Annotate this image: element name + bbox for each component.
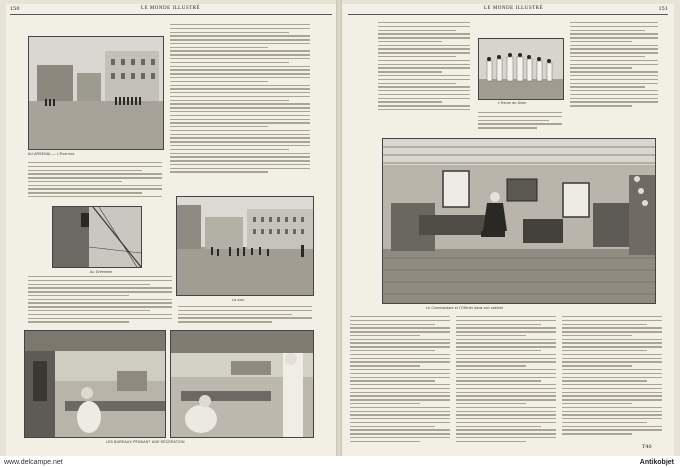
right-header-rule (348, 14, 668, 15)
right-page-marker: T40 (642, 444, 652, 450)
footer-bar (0, 456, 680, 468)
photo-rigging (52, 206, 142, 268)
text-column-left-1 (28, 162, 162, 200)
text-column-left-3 (28, 276, 172, 325)
caption-offices: LES BUREAUX PENDANT UNE RÉCRÉATION (106, 440, 185, 444)
text-column-right-1 (378, 22, 470, 113)
photo-kitchen-staff (478, 38, 564, 100)
caption-kitchen-staff: L'Heure du Diner (498, 101, 527, 105)
photo-courtyard-drill (28, 36, 164, 150)
text-column-right-4 (350, 316, 450, 445)
right-page-number: 151 (658, 6, 668, 12)
text-column-left-2 (170, 24, 310, 175)
watermark-antikobjet[interactable]: Antikobjet (639, 459, 674, 466)
left-page-number: 150 (10, 6, 20, 12)
caption-courtyard-drill: AU ARSENAL — L'Exercice (28, 152, 75, 156)
left-header-rule (10, 14, 332, 15)
text-column-right-5 (456, 316, 556, 445)
right-page (342, 4, 674, 456)
left-header-title: LE MONDE ILLUSTRÉ (141, 6, 201, 11)
caption-commander: Le Commandant et l'Officier dans son cabinet (426, 306, 504, 310)
photo-yard (176, 196, 314, 296)
text-column-left-4 (178, 306, 312, 325)
watermark-delcampe[interactable]: www.delcampe.net (4, 459, 63, 466)
photo-commander-cabin (382, 138, 656, 304)
photo-offices-right (170, 330, 314, 438)
right-header-title: LE MONDE ILLUSTRÉ (484, 6, 544, 11)
caption-yard: La cour (232, 298, 245, 302)
photo-offices-left (24, 330, 166, 438)
text-column-right-2 (570, 22, 658, 109)
text-column-right-6 (562, 316, 662, 437)
caption-rigging: Au Gréement (90, 270, 113, 274)
text-column-right-3 (478, 112, 562, 131)
left-page (6, 4, 336, 456)
